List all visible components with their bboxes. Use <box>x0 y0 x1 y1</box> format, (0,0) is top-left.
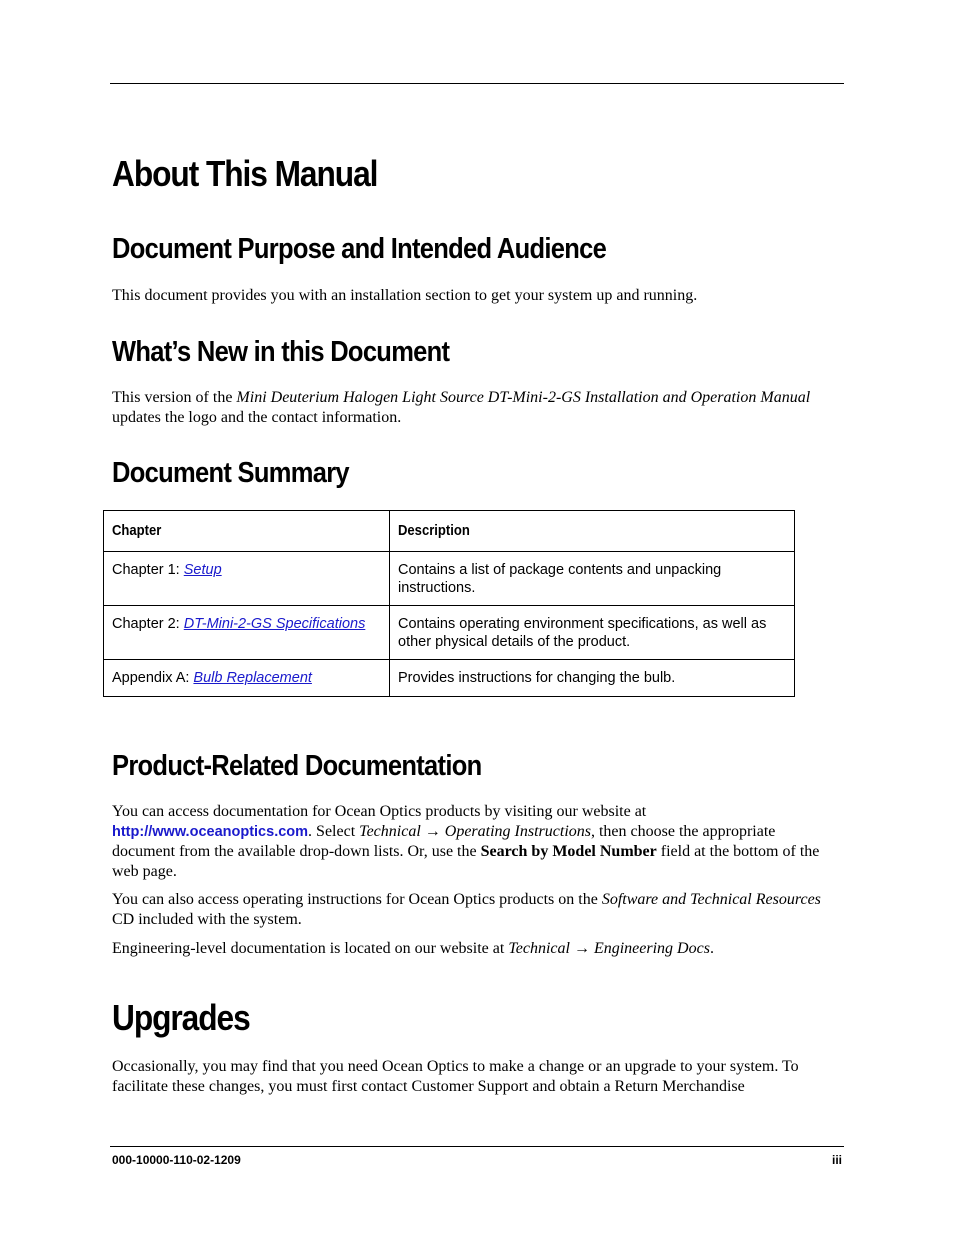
whats-new-text-1: This version of the <box>112 389 237 406</box>
description-cell: Provides instructions for changing the bulb. <box>390 660 795 697</box>
related-paragraph-3: Engineering-level documentation is located on our website at Technical → Engineering Docs. <box>112 940 714 957</box>
description-cell: Contains a list of package contents and unpacking instructions. <box>390 552 795 606</box>
purpose-paragraph: This document provides you with an installation section to get your system up and running. <box>112 287 698 304</box>
chapter-cell: Chapter 2: DT-Mini-2-GS Specifications <box>104 606 390 660</box>
heading-related: Product-Related Documentation <box>112 750 482 782</box>
heading-summary: Document Summary <box>112 457 349 489</box>
upgrades-paragraph: Occasionally, you may find that you need Ocean Optics to make a change or an upgrade to your system. To facilitate these changes, you must first contact Customer Support and obtain a Return Merchandise <box>112 1058 799 1095</box>
column-header-chapter: Chapter <box>104 511 390 552</box>
manual-title: Mini Deuterium Halogen Light Source DT-Mini-2-GS Installation and Operation Manual <box>236 389 811 406</box>
related-paragraph-1: You can access documentation for Ocean Optics products by visiting our website at http://www.oceanoptics.com. Select Technical → Operating Instructions, then choose the appropriate document from the available drop-down lists. Or, use the Search by Model Number field at the bottom of the web page. <box>112 803 820 880</box>
page-title: About This Manual <box>112 153 378 194</box>
cd-name: Software and Technical Resources <box>601 891 821 908</box>
page-number: iii <box>831 1153 842 1167</box>
footer-rule <box>110 1146 844 1147</box>
table-row <box>104 552 795 606</box>
table-row <box>104 606 795 660</box>
header-rule <box>110 83 844 84</box>
document-number: 000-10000-110-02-1209 <box>112 1153 241 1167</box>
chapter-cell: Chapter 1: Setup <box>104 552 390 606</box>
whats-new-text-2: updates the logo and the contact information. <box>112 409 402 426</box>
whats-new-paragraph <box>112 388 836 428</box>
link-specifications[interactable]: DT-Mini-2-GS Specifications <box>183 616 366 632</box>
document-summary-table <box>103 510 795 697</box>
link-setup[interactable]: Setup <box>183 562 222 578</box>
column-header-description: Description <box>390 511 795 552</box>
website-link[interactable]: http://www.oceanoptics.com <box>112 824 309 840</box>
nav-path-engineering: Technical → Engineering Docs <box>508 940 710 957</box>
link-bulb-replacement[interactable]: Bulb Replacement <box>193 670 312 686</box>
nav-path-operating: Technical → Operating Instructions <box>359 823 591 840</box>
description-cell: Contains operating environment specifications, as well as other physical details of the product. <box>390 606 795 660</box>
chapter-cell: Appendix A: Bulb Replacement <box>104 660 390 697</box>
heading-upgrades: Upgrades <box>112 997 250 1038</box>
table-header-row <box>104 511 795 552</box>
table-row <box>104 660 795 697</box>
related-paragraph-2: You can also access operating instructions for Ocean Optics products on the Software and Technical Resources CD included with the system. <box>112 891 821 928</box>
heading-purpose: Document Purpose and Intended Audience <box>112 233 607 265</box>
search-field-name: Search by Model Number <box>480 843 657 860</box>
heading-whats-new: What’s New in this Document <box>112 336 450 368</box>
